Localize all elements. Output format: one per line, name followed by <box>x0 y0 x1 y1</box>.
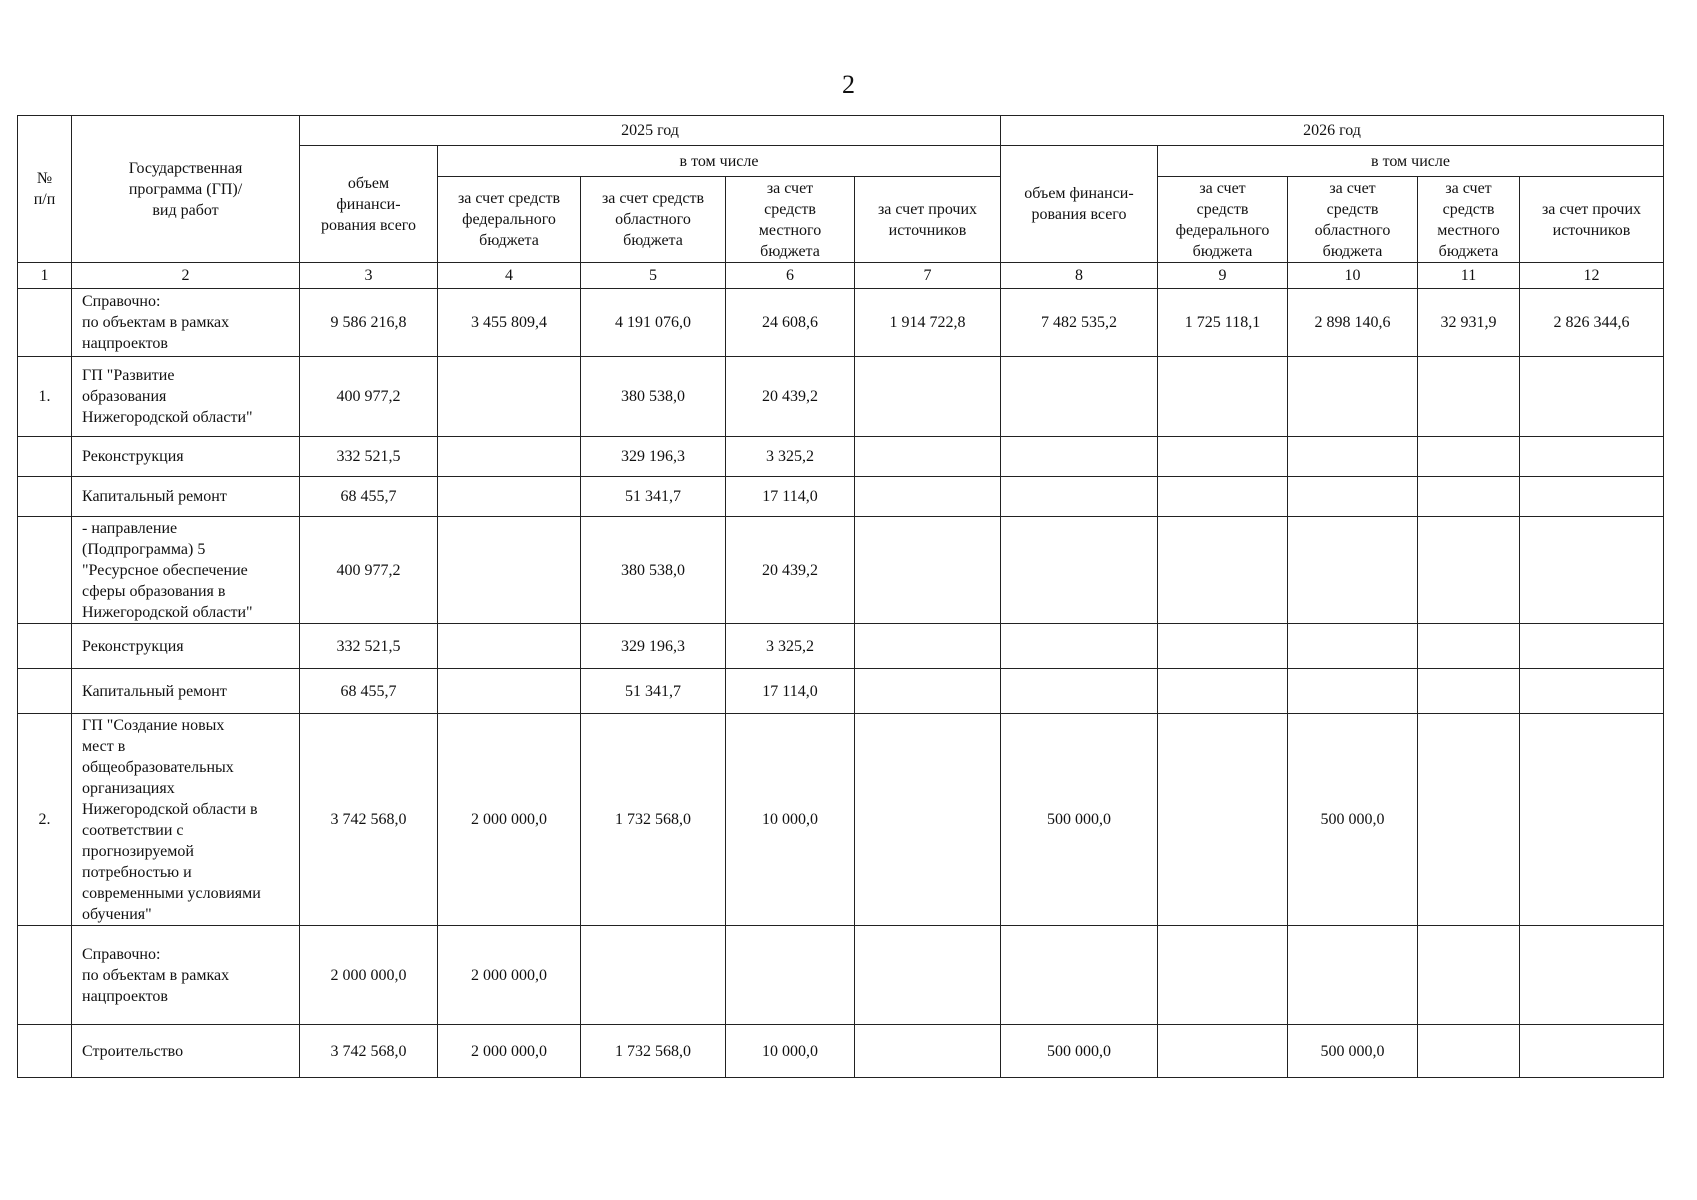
header-regional-2025: за счет средств областного бюджета <box>581 177 726 263</box>
value-cell: 500 000,0 <box>1288 714 1418 926</box>
value-cell <box>1001 669 1158 714</box>
value-cell: 329 196,3 <box>581 437 726 477</box>
value-cell <box>1001 926 1158 1025</box>
row-number <box>18 624 72 669</box>
value-cell <box>855 357 1001 437</box>
value-cell: 51 341,7 <box>581 669 726 714</box>
value-cell <box>1520 669 1664 714</box>
value-cell <box>1520 357 1664 437</box>
header-program: Государственная программа (ГП)/ вид работ <box>72 116 300 263</box>
value-cell: 400 977,2 <box>300 357 438 437</box>
header-num: № п/п <box>18 116 72 263</box>
value-cell: 20 439,2 <box>726 357 855 437</box>
column-number: 6 <box>726 263 855 289</box>
value-cell: 2 000 000,0 <box>300 926 438 1025</box>
header-local-2025: за счет средств местного бюджета <box>726 177 855 263</box>
value-cell: 1 732 568,0 <box>581 1025 726 1078</box>
value-cell <box>1158 926 1288 1025</box>
column-number: 2 <box>72 263 300 289</box>
row-name: ГП "Создание новых мест в общеобразовательных организациях Нижегородской области в соответствии с прогнозируемой потребностью и современными условиями обучения" <box>72 714 300 926</box>
value-cell: 3 742 568,0 <box>300 714 438 926</box>
table-row <box>18 289 1664 357</box>
value-cell: 1 914 722,8 <box>855 289 1001 357</box>
column-number: 12 <box>1520 263 1664 289</box>
value-cell <box>1288 926 1418 1025</box>
value-cell: 400 977,2 <box>300 517 438 624</box>
value-cell: 17 114,0 <box>726 477 855 517</box>
table-row <box>18 437 1664 477</box>
value-cell <box>1001 517 1158 624</box>
row-name: Справочно: по объектам в рамках нацпроектов <box>72 926 300 1025</box>
value-cell <box>855 517 1001 624</box>
column-number: 8 <box>1001 263 1158 289</box>
value-cell: 1 725 118,1 <box>1158 289 1288 357</box>
value-cell: 380 538,0 <box>581 357 726 437</box>
value-cell <box>438 357 581 437</box>
value-cell: 3 325,2 <box>726 624 855 669</box>
value-cell: 332 521,5 <box>300 624 438 669</box>
row-number: 1. <box>18 357 72 437</box>
value-cell: 2 000 000,0 <box>438 714 581 926</box>
value-cell <box>1158 714 1288 926</box>
row-name: Справочно: по объектам в рамках нацпроектов <box>72 289 300 357</box>
value-cell <box>1158 624 1288 669</box>
column-number: 1 <box>18 263 72 289</box>
row-name: - направление (Подпрограмма) 5 "Ресурсное обеспечение сферы образования в Нижегородской области" <box>72 517 300 624</box>
value-cell <box>1001 357 1158 437</box>
table-row <box>18 714 1664 926</box>
row-number: 2. <box>18 714 72 926</box>
value-cell <box>1001 437 1158 477</box>
header-federal-2026: за счет средств федерального бюджета <box>1158 177 1288 263</box>
column-number: 7 <box>855 263 1001 289</box>
value-cell <box>1158 669 1288 714</box>
value-cell: 329 196,3 <box>581 624 726 669</box>
value-cell: 3 455 809,4 <box>438 289 581 357</box>
value-cell <box>1520 477 1664 517</box>
value-cell <box>1288 357 1418 437</box>
value-cell <box>1418 437 1520 477</box>
column-number: 3 <box>300 263 438 289</box>
value-cell: 68 455,7 <box>300 477 438 517</box>
header-including-2026: в том числе <box>1158 146 1664 177</box>
row-number <box>18 477 72 517</box>
value-cell: 24 608,6 <box>726 289 855 357</box>
row-number <box>18 1025 72 1078</box>
value-cell: 51 341,7 <box>581 477 726 517</box>
value-cell <box>438 624 581 669</box>
column-number: 4 <box>438 263 581 289</box>
column-number: 11 <box>1418 263 1520 289</box>
value-cell: 68 455,7 <box>300 669 438 714</box>
value-cell <box>1158 477 1288 517</box>
value-cell <box>1158 357 1288 437</box>
header-year-2025: 2025 год <box>300 116 1001 146</box>
value-cell: 2 898 140,6 <box>1288 289 1418 357</box>
value-cell: 32 931,9 <box>1418 289 1520 357</box>
value-cell: 2 000 000,0 <box>438 1025 581 1078</box>
value-cell <box>855 437 1001 477</box>
row-name: Капитальный ремонт <box>72 669 300 714</box>
value-cell <box>1001 477 1158 517</box>
value-cell <box>1001 624 1158 669</box>
value-cell <box>1520 1025 1664 1078</box>
table-row <box>18 1025 1664 1078</box>
value-cell <box>1418 624 1520 669</box>
header-other-2025: за счет прочих источников <box>855 177 1001 263</box>
value-cell <box>438 669 581 714</box>
value-cell <box>1288 669 1418 714</box>
value-cell <box>1418 714 1520 926</box>
value-cell <box>1158 517 1288 624</box>
header-year-2026: 2026 год <box>1001 116 1664 146</box>
header-local-2026: за счет средств местного бюджета <box>1418 177 1520 263</box>
value-cell: 17 114,0 <box>726 669 855 714</box>
value-cell: 332 521,5 <box>300 437 438 477</box>
header-total-2026: объем финанси- рования всего <box>1001 146 1158 263</box>
column-number: 10 <box>1288 263 1418 289</box>
column-number-row <box>18 263 1664 289</box>
value-cell <box>581 926 726 1025</box>
value-cell <box>1520 517 1664 624</box>
table-row <box>18 669 1664 714</box>
value-cell <box>855 1025 1001 1078</box>
row-number <box>18 517 72 624</box>
table-row <box>18 926 1664 1025</box>
value-cell: 3 742 568,0 <box>300 1025 438 1078</box>
value-cell <box>1288 517 1418 624</box>
value-cell <box>1418 1025 1520 1078</box>
value-cell <box>1288 624 1418 669</box>
row-name: Капитальный ремонт <box>72 477 300 517</box>
financing-table <box>17 115 1664 1078</box>
value-cell <box>1418 477 1520 517</box>
value-cell <box>855 669 1001 714</box>
table-row <box>18 624 1664 669</box>
value-cell <box>438 517 581 624</box>
value-cell: 20 439,2 <box>726 517 855 624</box>
value-cell <box>855 477 1001 517</box>
value-cell <box>726 926 855 1025</box>
value-cell: 4 191 076,0 <box>581 289 726 357</box>
value-cell <box>1520 624 1664 669</box>
row-number <box>18 289 72 357</box>
header-including-2025: в том числе <box>438 146 1001 177</box>
header-regional-2026: за счет средств областного бюджета <box>1288 177 1418 263</box>
value-cell <box>855 624 1001 669</box>
value-cell <box>855 714 1001 926</box>
value-cell: 380 538,0 <box>581 517 726 624</box>
value-cell <box>1520 926 1664 1025</box>
value-cell <box>1418 357 1520 437</box>
value-cell <box>438 477 581 517</box>
header-federal-2025: за счет средств федерального бюджета <box>438 177 581 263</box>
value-cell: 2 826 344,6 <box>1520 289 1664 357</box>
row-name: ГП "Развитие образования Нижегородской области" <box>72 357 300 437</box>
row-number <box>18 437 72 477</box>
value-cell <box>1158 1025 1288 1078</box>
value-cell: 7 482 535,2 <box>1001 289 1158 357</box>
value-cell: 3 325,2 <box>726 437 855 477</box>
value-cell <box>1288 477 1418 517</box>
value-cell: 500 000,0 <box>1001 1025 1158 1078</box>
value-cell <box>1418 517 1520 624</box>
value-cell: 1 732 568,0 <box>581 714 726 926</box>
value-cell <box>1418 669 1520 714</box>
row-number <box>18 669 72 714</box>
value-cell: 500 000,0 <box>1288 1025 1418 1078</box>
column-number: 5 <box>581 263 726 289</box>
header-total-2025: объем финанси- рования всего <box>300 146 438 263</box>
row-name: Строительство <box>72 1025 300 1078</box>
value-cell: 10 000,0 <box>726 714 855 926</box>
value-cell: 500 000,0 <box>1001 714 1158 926</box>
value-cell <box>438 437 581 477</box>
row-number <box>18 926 72 1025</box>
value-cell <box>1418 926 1520 1025</box>
value-cell <box>855 926 1001 1025</box>
table-row <box>18 477 1664 517</box>
value-cell <box>1520 437 1664 477</box>
value-cell <box>1520 714 1664 926</box>
row-name: Реконструкция <box>72 437 300 477</box>
value-cell <box>1158 437 1288 477</box>
value-cell: 10 000,0 <box>726 1025 855 1078</box>
table-row <box>18 517 1664 624</box>
page-number: 2 <box>842 70 855 99</box>
row-name: Реконструкция <box>72 624 300 669</box>
value-cell <box>1288 437 1418 477</box>
table-row <box>18 357 1664 437</box>
value-cell: 9 586 216,8 <box>300 289 438 357</box>
header-other-2026: за счет прочих источников <box>1520 177 1664 263</box>
value-cell: 2 000 000,0 <box>438 926 581 1025</box>
column-number: 9 <box>1158 263 1288 289</box>
